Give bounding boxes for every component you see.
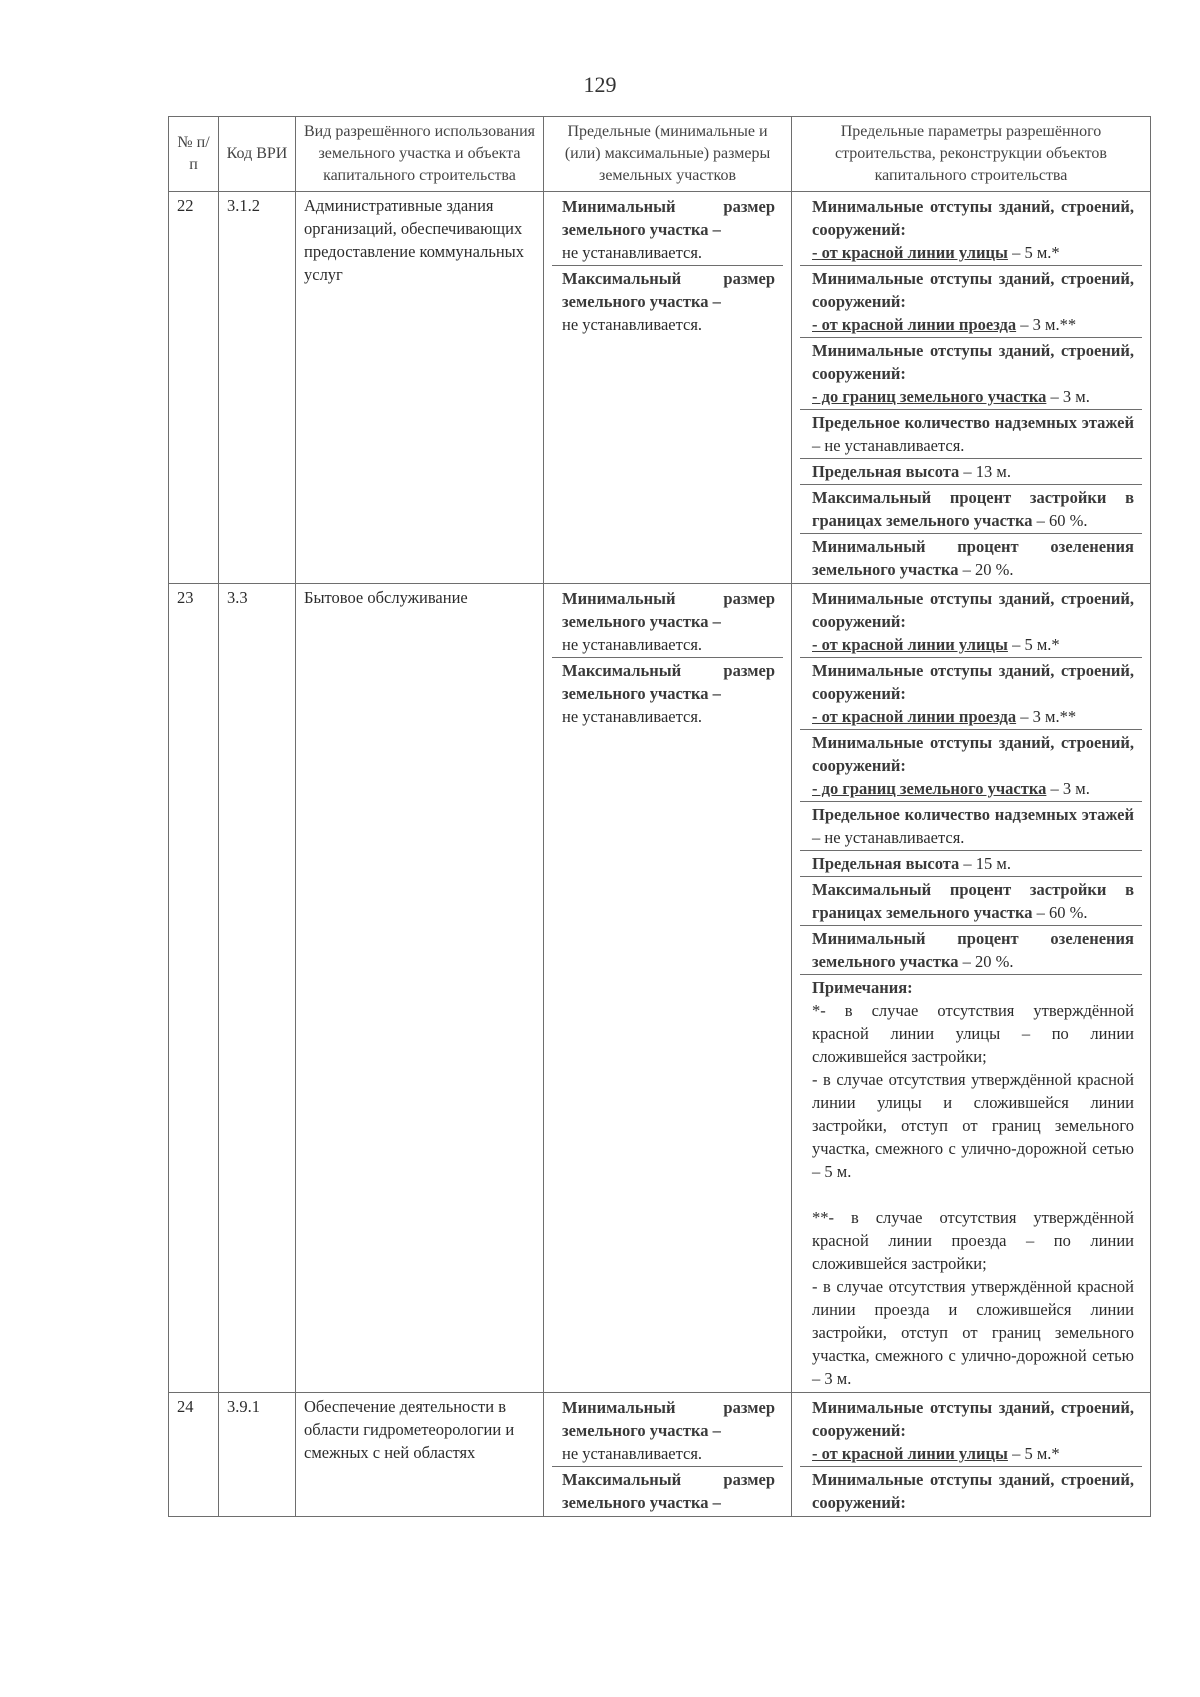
param-line: - от красной линии улицы xyxy=(812,243,1008,262)
row-use: Обеспечение деятельности в области гидрометеорологии и смежных с ней областях xyxy=(296,1393,544,1517)
param-label: Минимальные отступы зданий, строений, сооружений: xyxy=(812,341,1134,383)
notes-cell xyxy=(800,975,1142,1391)
param-label: Минимальный процент озеленения земельного участка xyxy=(812,537,1134,579)
param-value: – 20 %. xyxy=(958,560,1014,579)
param-greening xyxy=(800,534,1142,582)
param-line: - от красной линии проезда xyxy=(812,707,1017,726)
header-num: № п/п xyxy=(169,117,219,192)
param-setback-boundary xyxy=(800,338,1142,410)
note-item: - в случае отсутствия утверждённой красной линии проезда и сложившейся линии застройки, отступ от границ земельного участка, смежного с улично-дорожной сетью – 3 м. xyxy=(812,1277,1134,1388)
min-size-label: Минимальный размер земельного участка – xyxy=(562,197,775,239)
row-number: 22 xyxy=(169,192,219,584)
param-line: - до границ земельного участка xyxy=(812,779,1047,798)
param-value: – 3 м. xyxy=(1046,779,1090,798)
row-number: 24 xyxy=(169,1393,219,1517)
max-size-cell xyxy=(552,266,783,337)
param-value: – 3 м.** xyxy=(1016,315,1077,334)
max-size-cell xyxy=(552,1467,783,1515)
param-value: – 15 м. xyxy=(959,854,1011,873)
min-size-value: не устанавливается. xyxy=(562,1444,703,1463)
param-line: - от красной линии улицы xyxy=(812,635,1008,654)
param-setback-boundary xyxy=(800,730,1142,802)
min-size-cell xyxy=(552,586,783,658)
param-label: Минимальные отступы зданий, строений, сооружений: xyxy=(812,661,1134,703)
header-sizes: Предельные (минимальные и (или) максимальные) размеры земельных участков xyxy=(544,117,792,192)
param-label: Минимальный процент озеленения земельного участка xyxy=(812,929,1134,971)
note-item: *- в случае отсутствия утверждённой красной линии улицы – по линии сложившейся застройки; xyxy=(812,1001,1134,1066)
min-size-cell xyxy=(552,194,783,266)
row-number: 23 xyxy=(169,584,219,1393)
max-size-value: не устанавливается. xyxy=(562,315,703,334)
zoning-parameters-table xyxy=(168,116,1151,1517)
header-code: Код ВРИ xyxy=(219,117,296,192)
row-params xyxy=(792,192,1151,584)
max-size-cell xyxy=(552,658,783,729)
row-code: 3.1.2 xyxy=(219,192,296,584)
row-sizes xyxy=(544,1393,792,1517)
row-use: Бытовое обслуживание xyxy=(296,584,544,1393)
notes-title: Примечания: xyxy=(812,978,913,997)
param-setback-street xyxy=(800,1395,1142,1467)
header-use: Вид разрешённого использования земельного участка и объекта капитального строительства xyxy=(296,117,544,192)
param-height xyxy=(800,851,1142,877)
min-size-value: не устанавливается. xyxy=(562,243,703,262)
param-setback-street xyxy=(800,194,1142,266)
row-sizes xyxy=(544,584,792,1393)
param-value: – 60 %. xyxy=(1032,903,1088,922)
table-header-row xyxy=(169,117,1151,192)
min-size-label: Минимальный размер земельного участка – xyxy=(562,1398,775,1440)
max-size-label: Максимальный размер земельного участка – xyxy=(562,269,775,311)
param-setback-passage xyxy=(800,266,1142,338)
table-row xyxy=(169,1393,1151,1517)
table-row xyxy=(169,584,1151,1393)
param-value: – 60 %. xyxy=(1032,511,1088,530)
param-floors xyxy=(800,802,1142,851)
min-size-label: Минимальный размер земельного участка – xyxy=(562,589,775,631)
max-size-label: Максимальный размер земельного участка – xyxy=(562,661,775,703)
param-value: – не устанавливается. xyxy=(812,828,965,847)
param-greening xyxy=(800,926,1142,975)
row-sizes xyxy=(544,192,792,584)
min-size-cell xyxy=(552,1395,783,1467)
param-value: – 3 м. xyxy=(1046,387,1090,406)
param-height xyxy=(800,459,1142,485)
param-value: – 20 %. xyxy=(958,952,1014,971)
param-coverage xyxy=(800,877,1142,926)
param-line: - от красной линии проезда xyxy=(812,315,1017,334)
max-size-value: не устанавливается. xyxy=(562,707,703,726)
param-label: Минимальные отступы зданий, строений, сооружений: xyxy=(812,269,1134,311)
param-value: – не устанавливается. xyxy=(812,436,965,455)
param-setback-passage xyxy=(800,1467,1142,1515)
param-label: Предельное количество надземных этажей xyxy=(812,413,1134,432)
note-item: **- в случае отсутствия утверждённой красной линии проезда – по линии сложившейся застройки; xyxy=(812,1208,1134,1273)
param-label: Минимальные отступы зданий, строений, сооружений: xyxy=(812,589,1134,631)
param-label: Предельная высота xyxy=(812,462,960,481)
param-label: Максимальный процент застройки в границах земельного участка xyxy=(812,488,1134,530)
param-value: – 3 м.** xyxy=(1016,707,1077,726)
param-value: – 5 м.* xyxy=(1007,1444,1060,1463)
param-label: Предельное количество надземных этажей xyxy=(812,805,1134,824)
param-coverage xyxy=(800,485,1142,534)
header-params: Предельные параметры разрешённого строительства, реконструкции объектов капитального строительства xyxy=(792,117,1151,192)
row-params xyxy=(792,1393,1151,1517)
param-label: Предельная высота xyxy=(812,854,960,873)
param-setback-street xyxy=(800,586,1142,658)
param-label: Минимальные отступы зданий, строений, сооружений: xyxy=(812,1470,1134,1512)
param-value: – 13 м. xyxy=(959,462,1011,481)
page-number: 129 xyxy=(583,72,617,97)
row-code: 3.9.1 xyxy=(219,1393,296,1517)
param-label: Минимальные отступы зданий, строений, сооружений: xyxy=(812,733,1134,775)
row-code: 3.3 xyxy=(219,584,296,1393)
param-label: Максимальный процент застройки в границах земельного участка xyxy=(812,880,1134,922)
row-use: Административные здания организаций, обеспечивающих предоставление коммунальных услуг xyxy=(296,192,544,584)
param-line: - до границ земельного участка xyxy=(812,387,1047,406)
param-value: – 5 м.* xyxy=(1007,635,1060,654)
param-label: Минимальные отступы зданий, строений, сооружений: xyxy=(812,1398,1134,1440)
table-row xyxy=(169,192,1151,584)
min-size-value: не устанавливается. xyxy=(562,635,703,654)
param-value: – 5 м.* xyxy=(1007,243,1060,262)
param-label: Минимальные отступы зданий, строений, сооружений: xyxy=(812,197,1134,239)
param-floors xyxy=(800,410,1142,459)
max-size-label: Максимальный размер земельного участка – xyxy=(562,1470,775,1512)
row-params xyxy=(792,584,1151,1393)
param-setback-passage xyxy=(800,658,1142,730)
note-item: - в случае отсутствия утверждённой красной линии улицы и сложившейся линии застройки, отступ от границ земельного участка, смежного с улично-дорожной сетью – 5 м. xyxy=(812,1070,1134,1181)
param-line: - от красной линии улицы xyxy=(812,1444,1008,1463)
